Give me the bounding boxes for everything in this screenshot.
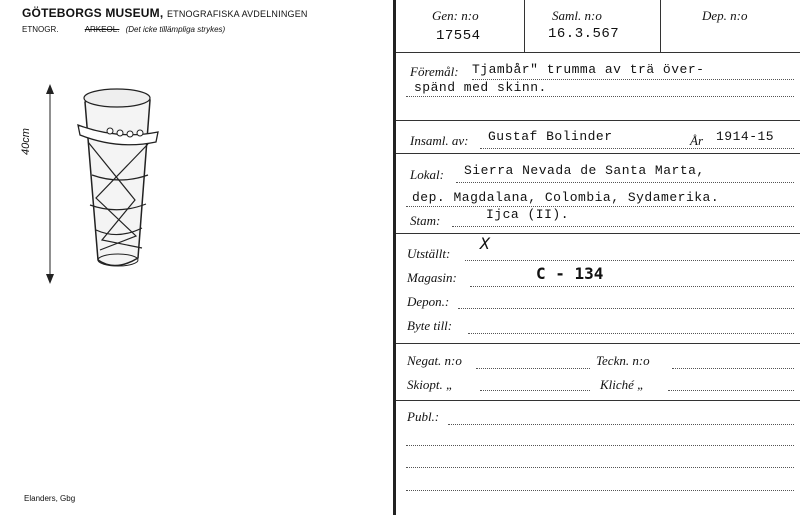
dotted-line xyxy=(672,368,794,369)
dotted-line xyxy=(452,226,794,227)
magasin-value: C - 134 xyxy=(536,264,604,283)
gen-value: 17554 xyxy=(436,28,481,44)
dimension-label: 40cm xyxy=(20,128,32,155)
ar-label: År xyxy=(690,133,703,148)
grid-line xyxy=(396,343,800,344)
lokal-line2: dep. Magdalana, Colombia, Sydamerika. xyxy=(412,190,720,205)
etnogr-label: ETNOGR. xyxy=(22,25,59,34)
arrow-head-bottom xyxy=(46,274,54,284)
dotted-line xyxy=(668,390,794,391)
dotted-line xyxy=(406,490,794,491)
foremal-line1: Tjambår" trumma av trä över- xyxy=(472,62,705,77)
lokal-line1: Sierra Nevada de Santa Marta, xyxy=(464,163,705,178)
grid-line xyxy=(396,52,800,53)
gen-label: Gen: n:o xyxy=(432,8,479,23)
dotted-line xyxy=(472,79,794,80)
dotted-line xyxy=(458,308,794,309)
dotted-line xyxy=(448,424,794,425)
dotted-line xyxy=(406,445,794,446)
byte-label: Byte till: xyxy=(407,318,453,333)
grid-line xyxy=(396,400,800,401)
dotted-line xyxy=(465,260,794,261)
dotted-line xyxy=(406,467,794,468)
grid-line xyxy=(396,120,800,121)
teckn-label: Teckn. n:o xyxy=(596,353,650,368)
dotted-line xyxy=(406,206,794,207)
drum-head xyxy=(84,89,150,107)
grid-line xyxy=(660,0,661,52)
department-name: ETNOGRAFISKA AVDELNINGEN xyxy=(166,9,308,19)
dotted-line xyxy=(470,286,794,287)
dotted-line xyxy=(480,148,794,149)
card-divider xyxy=(393,0,396,515)
stam-value: Ijca (II). xyxy=(486,207,570,222)
department-line xyxy=(22,25,225,34)
ar-value: 1914-15 xyxy=(716,129,775,144)
utstallt-label: Utställt: xyxy=(407,246,451,261)
foremal-line2: spänd med skinn. xyxy=(414,80,547,95)
grid-line xyxy=(396,153,800,154)
drum-sketch xyxy=(30,80,170,290)
grid-line xyxy=(396,233,800,234)
kliche-label: Kliché „ xyxy=(600,377,645,392)
negat-label: Negat. n:o xyxy=(407,353,462,368)
dep-label: Dep. n:o xyxy=(702,8,748,23)
saml-value: 16.3.567 xyxy=(548,26,620,42)
lokal-label: Lokal: xyxy=(410,167,444,182)
insaml-value: Gustaf Bolinder xyxy=(488,129,613,144)
grid-line xyxy=(524,0,525,52)
museum-header xyxy=(22,6,308,20)
insaml-label: Insaml. av: xyxy=(410,133,469,148)
saml-label: Saml. n:o xyxy=(552,8,602,23)
dotted-line xyxy=(468,333,794,334)
skiopt-label: Skiopt. „ xyxy=(407,377,454,392)
arkeol-label: ARKEOL. xyxy=(84,25,120,34)
depon-label: Depon.: xyxy=(407,294,450,309)
dotted-line xyxy=(476,368,590,369)
dotted-line xyxy=(456,182,794,183)
strike-note: (Det icke tillämpliga strykes) xyxy=(125,25,226,34)
foremal-label: Föremål: xyxy=(410,64,459,79)
stam-label: Stam: xyxy=(410,213,441,228)
museum-name: GÖTEBORGS MUSEUM, xyxy=(22,6,164,20)
publ-label: Publ.: xyxy=(407,409,440,424)
dotted-line xyxy=(406,96,794,97)
printer-imprint: Elanders, Gbg xyxy=(24,494,76,503)
magasin-label: Magasin: xyxy=(407,270,457,285)
arrow-head-top xyxy=(46,84,54,94)
utstallt-value: X xyxy=(480,234,490,253)
dotted-line xyxy=(480,390,590,391)
